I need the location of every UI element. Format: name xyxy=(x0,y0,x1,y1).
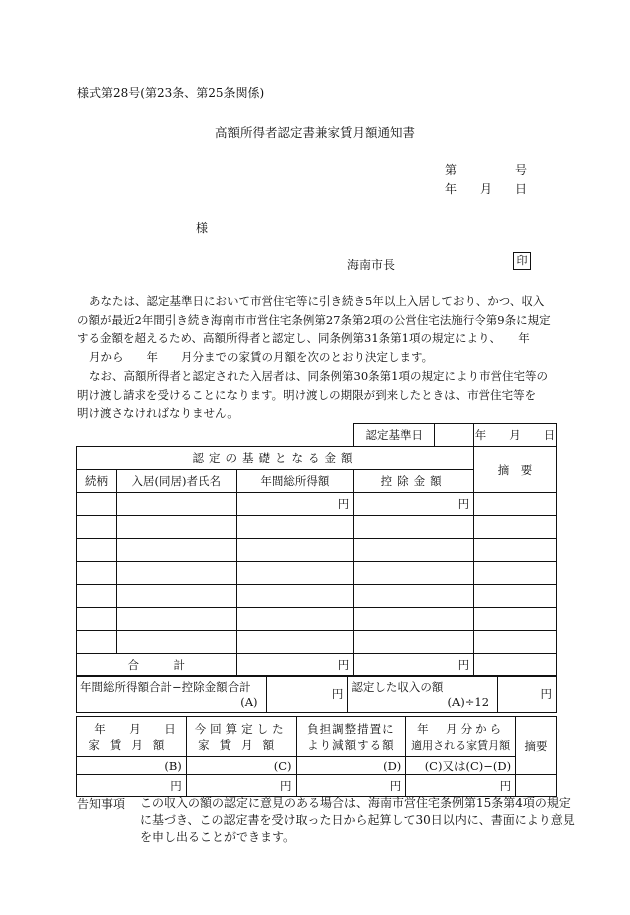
table-row xyxy=(77,516,557,539)
paragraph-1-line: 月から 年 月分までの家賃の月額を次のとおり決定します。 xyxy=(89,349,434,364)
reduction-value: 円 xyxy=(296,775,406,797)
form-number: 様式第28号(第23条、第25条関係) xyxy=(77,86,265,100)
rent-table xyxy=(76,716,557,797)
code-d: (D) xyxy=(296,757,406,775)
col-applied-rent: 年 月分から 適用される家賃月額 xyxy=(406,717,516,757)
document-title: 高額所得者認定書兼家賃月額通知書 xyxy=(214,125,415,140)
table-row xyxy=(77,493,557,516)
date-day: 日 xyxy=(515,182,528,196)
recognized-income-table xyxy=(76,675,557,713)
remarks-header: 摘 要 xyxy=(474,447,557,493)
total-row xyxy=(77,654,557,677)
table-row xyxy=(77,631,557,654)
base-date-value: 年 月 日 xyxy=(474,424,557,447)
seal-mark: 印 xyxy=(513,252,531,270)
notice-line: この収入の額の認定に意見のある場合は、海南市営住宅条例第15条第4項の規定 xyxy=(140,796,571,810)
code-b: (B) xyxy=(77,757,187,775)
notice-line: に基づき、この認定書を受け取った日から起算して30日以内に、書面により意見 xyxy=(140,813,575,827)
code-c-or-cd: (C)又は(C)−(D) xyxy=(406,757,516,775)
col-relation: 続柄 xyxy=(77,470,117,493)
income-basis-table xyxy=(76,423,557,677)
total-minus-deduction-value: 円 xyxy=(266,676,348,713)
col-calculated-rent: 今回算定した 家賃月額 xyxy=(186,717,296,757)
total-label: 合 計 xyxy=(77,654,237,677)
current-rent-value: 円 xyxy=(77,775,187,797)
table-row xyxy=(77,562,557,585)
col-name: 入居(同居)者氏名 xyxy=(116,470,236,493)
date-year: 年 xyxy=(445,182,458,196)
recipient-suffix: 様 xyxy=(196,221,209,235)
total-income: 円 xyxy=(236,654,354,677)
table-row xyxy=(77,608,557,631)
paragraph-1-line: する金額を超えるため、高額所得者と認定し、同条例第31条第1項の規定により、 年 xyxy=(77,331,530,345)
number-go: 号 xyxy=(515,163,528,177)
date-month: 月 xyxy=(480,182,493,196)
income-cell: 円 xyxy=(236,493,354,516)
paragraph-2-line: 明け渡さなければなりません。 xyxy=(77,406,239,420)
base-date-label: 認定基準日 xyxy=(354,424,474,447)
applied-rent-value: 円 xyxy=(406,775,516,797)
remarks-header: 摘要 xyxy=(516,717,557,775)
paragraph-1-line: あなたは、認定基準日において市営住宅等に引き続き5年以上入居しており、かつ、収入 xyxy=(89,294,545,308)
issuer: 海南市長 xyxy=(347,258,396,272)
recognized-income-value: 円 xyxy=(498,676,557,713)
table-row xyxy=(77,585,557,608)
notice-heading: 告知事項 xyxy=(77,797,126,811)
paragraph-2 xyxy=(77,367,555,423)
notice-line: を申し出ることができます。 xyxy=(140,830,296,844)
code-c: (C) xyxy=(186,757,296,775)
calculated-rent-value: 円 xyxy=(186,775,296,797)
recognized-income-label: 認定した収入の額 (A)÷12 xyxy=(348,676,498,713)
col-reduction: 負担調整措置に より減額する額 xyxy=(296,717,406,757)
paragraph-1 xyxy=(77,292,555,366)
group-header: 認定の基礎となる金額 xyxy=(77,447,474,470)
table-row xyxy=(77,539,557,562)
deduction-cell: 円 xyxy=(354,493,474,516)
total-minus-deduction-label: 年間総所得額合計−控除金額合計 (A) xyxy=(77,676,267,713)
total-deduction: 円 xyxy=(354,654,474,677)
paragraph-1-line: の額が最近2年間引き続き海南市市営住宅条例第27条第2項の公営住宅法施行令第9条に規定 xyxy=(77,312,551,327)
col-deduction: 控除金額 xyxy=(354,470,474,493)
paragraph-2-line: 明け渡し請求を受けることになります。明け渡しの期限が到来したときは、市営住宅等を xyxy=(77,387,537,402)
col-annual-income: 年間総所得額 xyxy=(236,470,354,493)
number-dai: 第 xyxy=(445,163,458,177)
col-current-rent: 年 月 日 家賃月額 xyxy=(77,717,187,757)
notice-text xyxy=(140,795,575,846)
paragraph-2-line: なお、高額所得者と認定された入居者は、同条例第30条第1項の規定により市営住宅等の xyxy=(89,369,548,383)
